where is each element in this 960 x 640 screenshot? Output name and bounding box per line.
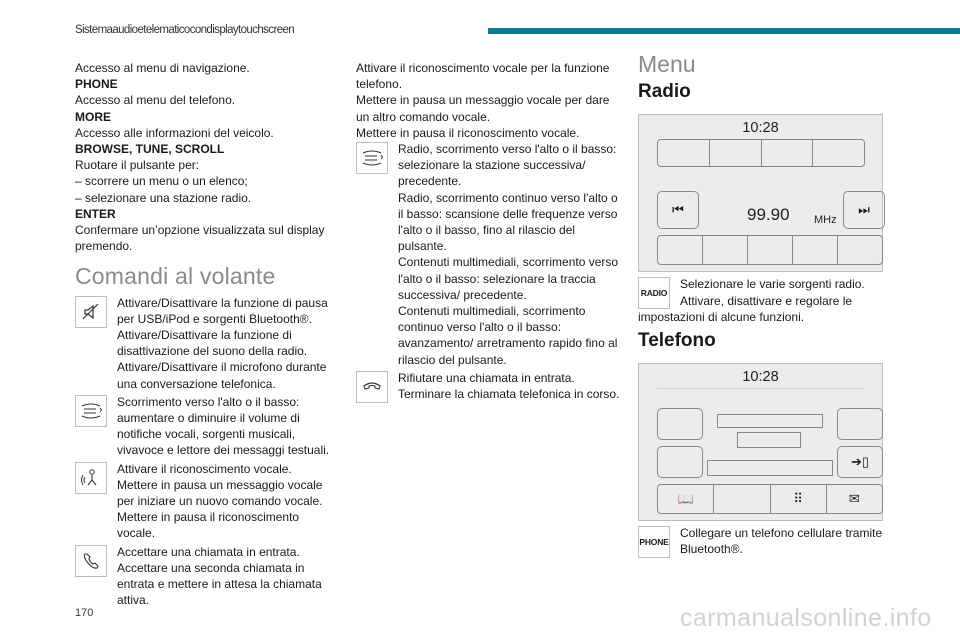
page-number: 170 xyxy=(75,607,94,619)
item-text: Attivare/Disattivare la funzione di disattivazione del suono della radio. xyxy=(117,328,308,359)
steering-item-accept xyxy=(75,544,337,609)
frequency-unit: MHz xyxy=(814,214,837,227)
contacts-book-icon: 📖 xyxy=(658,485,714,513)
running-header: Sistemaaudioetelematicocondisplaytouchscreen xyxy=(75,24,295,36)
messages-icon: ✉ xyxy=(848,491,860,507)
voice-command-icon xyxy=(75,462,107,494)
phone-screen xyxy=(638,363,883,521)
toolbar-slot xyxy=(714,485,770,513)
radio-frequency: 99.90 xyxy=(747,205,790,225)
item-text: Accettare una seconda chiamata in entrata e mettere in attesa la chiamata attiva. xyxy=(117,560,322,608)
item-text: Scorrimento verso l'alto o il basso: aumentare o diminuire il volume di notifiche vocali, sorgenti musicali, vivavoce e lettore dei messaggi testuali. xyxy=(117,394,330,458)
steering-item-reject xyxy=(356,370,620,402)
text-line: Accesso al menu del telefono. xyxy=(75,93,236,108)
item-text: Attivare/Disattivare la funzione di pausa per USB/iPod e sorgenti Bluetooth®. xyxy=(117,295,328,326)
screen-clock: 10:28 xyxy=(742,120,779,137)
preset-bar-top xyxy=(657,139,865,167)
text-line: Ruotare il pulsante per: xyxy=(75,158,200,173)
steering-item-mute xyxy=(75,295,337,392)
item-text: Selezionare le varie sorgenti radio. xyxy=(680,277,865,292)
phone-accept-icon xyxy=(75,545,107,577)
button-name-enter: ENTER xyxy=(75,206,116,221)
list-item: – selezionare una stazione radio. xyxy=(75,190,252,205)
transfer-call-icon: ➔▯ xyxy=(837,446,883,478)
screen-clock: 10:28 xyxy=(742,369,779,386)
item-text: Rifiutare una chiamata in entrata. xyxy=(398,370,575,385)
steering-item-voice xyxy=(75,461,337,542)
phone-description xyxy=(638,525,884,557)
column-3 xyxy=(638,51,884,558)
button-name-browse: BROWSE, TUNE, SCROLL xyxy=(75,142,225,157)
screen-button xyxy=(837,408,883,440)
steering-item-volume xyxy=(75,394,337,459)
scroll-wheel-icon xyxy=(356,142,388,174)
text-line: Confermare un’opzione visualizzata sul display premendo. xyxy=(75,223,325,254)
button-name-more: MORE xyxy=(75,109,111,124)
menu-title: Menu xyxy=(638,51,696,77)
item-text: Attivare/Disattivare il microfono durante una conversazione telefonica. xyxy=(117,360,327,391)
radio-description xyxy=(638,276,884,325)
phone-toolbar xyxy=(657,484,883,514)
watermark: carmanualsonline.info xyxy=(680,604,932,632)
screen-button xyxy=(657,446,703,478)
item-text: Contenuti multimediali, scorrimento verso l'alto o il basso: selezionare la traccia successiva/ precedente. xyxy=(398,255,619,302)
screen-button xyxy=(657,408,703,440)
next-track-icon: ⏭ xyxy=(843,191,885,229)
phone-heading: Telefono xyxy=(638,330,716,352)
preset-bar-bottom xyxy=(657,235,883,265)
phone-reject-icon xyxy=(356,371,388,403)
header-accent-bar xyxy=(488,28,960,34)
section-title: Comandi al volante xyxy=(75,263,276,290)
phone-badge-icon: PHONE xyxy=(638,526,670,558)
screen-field xyxy=(737,432,801,448)
item-text: Contenuti multimediali, scorrimento continuo verso l'alto o il basso: avanzamento/ arretramento rapido fino al rilascio del pulsante. xyxy=(398,304,618,367)
screen-field xyxy=(717,414,823,428)
text-line: Attivare il riconoscimento vocale per la funzione telefono. xyxy=(356,61,610,92)
button-name-phone: PHONE xyxy=(75,77,118,92)
previous-track-icon: ⏮ xyxy=(657,191,699,229)
column-1 xyxy=(75,60,337,609)
steering-item-seek xyxy=(356,141,620,368)
item-text: Collegare un telefono cellulare tramite Bluetooth®. xyxy=(680,526,883,557)
item-text: Radio, scorrimento continuo verso l'alto o il basso: scansione delle frequenze verso l'alto o il basso, fino al rilascio del pulsante. xyxy=(398,190,618,254)
text-line: Mettere in pausa il riconoscimento vocale. xyxy=(356,125,580,140)
text-line: Mettere in pausa un messaggio vocale per dare un altro comando vocale. xyxy=(356,93,610,124)
text-line: Accesso alle informazioni del veicolo. xyxy=(75,125,274,140)
mute-icon xyxy=(75,296,107,328)
scroll-wheel-icon xyxy=(75,395,107,427)
radio-screen xyxy=(638,114,883,272)
screen-divider xyxy=(657,388,864,389)
radio-badge-icon: RADIO xyxy=(638,277,670,309)
radio-heading: Radio xyxy=(638,81,691,103)
item-text: Mettere in pausa un messaggio vocale per iniziare un nuovo comando vocale. xyxy=(117,477,323,509)
keypad-icon: ⠿ xyxy=(771,485,827,513)
list-item: – scorrere un menu o un elenco; xyxy=(75,174,248,189)
column-2 xyxy=(356,60,620,402)
screen-field xyxy=(707,460,833,476)
text-line: Accesso al menu di navigazione. xyxy=(75,61,250,75)
item-text: Accettare una chiamata in entrata. xyxy=(117,544,300,559)
item-text: Terminare la chiamata telefonica in corso. xyxy=(398,387,620,402)
item-text: Attivare, disattivare e regolare le impostazioni di alcune funzioni. xyxy=(638,293,853,324)
item-text: Radio, scorrimento verso l'alto o il basso: selezionare la stazione successiva/ precedente. xyxy=(398,142,617,189)
item-text: Mettere in pausa il riconoscimento vocale. xyxy=(117,510,300,541)
item-text: Attivare il riconoscimento vocale. xyxy=(117,461,292,476)
